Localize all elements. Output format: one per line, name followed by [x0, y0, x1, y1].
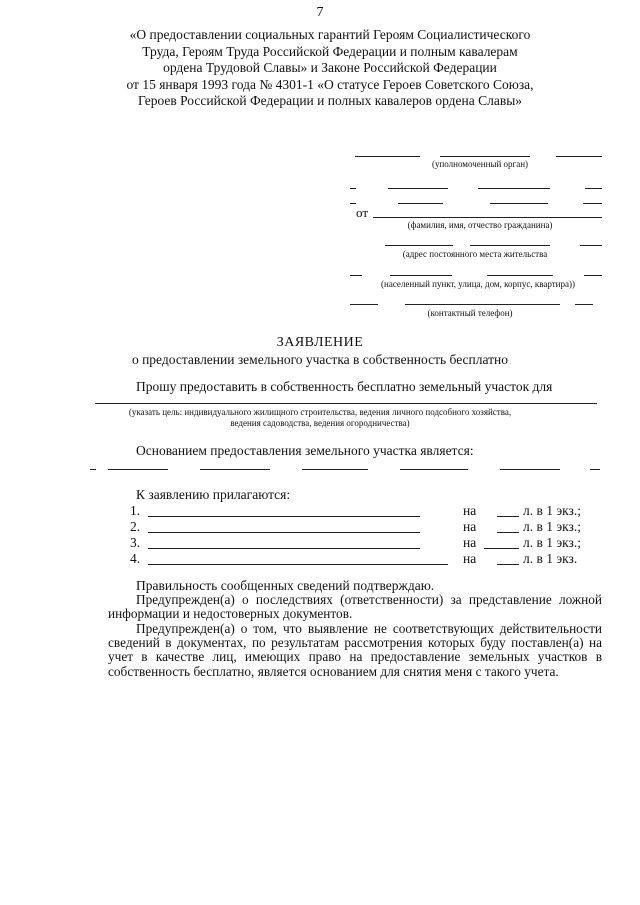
blank-line[interactable] — [585, 188, 602, 189]
purpose-caption: ведения садоводства, ведения огородничества) — [230, 418, 410, 428]
attachment-pages-line[interactable] — [497, 532, 519, 533]
attachment-on-label: на — [463, 519, 477, 534]
warning-2-text: Предупрежден(а) о том, что выявление не соответствующих действительности сведений в документах, по результатам рассмотрения которых буду поставлен(а) на учет в качестве лиц, имеющих право на предоставление земельных участков в собственность бесплатно, является основанием для снятия меня с такого учета. — [108, 621, 602, 679]
locality-field-line[interactable] — [584, 275, 602, 276]
header-line: Героев Российской Федерации и полных кавалеров ордена Славы» — [137, 93, 523, 108]
address-field-line[interactable] — [470, 245, 550, 246]
blank-line[interactable] — [388, 188, 448, 189]
authority-field-line[interactable] — [556, 156, 602, 157]
name-caption: (фамилия, имя, отчество гражданина) — [407, 220, 553, 230]
authority-caption: (уполномоченный орган) — [431, 159, 529, 169]
header-line: от 15 января 1993 года № 4301-1 «О статусе Героев Советского Союза, — [126, 76, 534, 92]
basis-field-line[interactable] — [200, 469, 270, 470]
blank-line[interactable] — [350, 203, 356, 204]
attachment-pages-line[interactable] — [497, 516, 519, 517]
locality-caption: (населенный пункт, улица, дом, корпус, квартира)) — [381, 279, 575, 289]
law-reference-header — [80, 27, 580, 110]
confirm-text: Правильность сообщенных сведений подтверждаю. — [136, 578, 435, 593]
basis-text: Основанием предоставления земельного участка является: — [136, 443, 474, 458]
blank-line[interactable] — [398, 203, 443, 204]
attachment-number: 3. — [130, 535, 141, 550]
attachment-suffix: л. в 1 экз. — [523, 551, 578, 566]
attachment-number: 1. — [130, 503, 141, 518]
attachment-on-label: на — [463, 551, 477, 566]
page-number: 7 — [316, 5, 324, 20]
blank-line[interactable] — [583, 203, 602, 204]
locality-field-line[interactable] — [350, 275, 362, 276]
blank-line[interactable] — [478, 188, 550, 189]
attachment-on-label: на — [463, 535, 477, 550]
basis-field-line[interactable] — [108, 469, 168, 470]
attachment-field-line[interactable] — [148, 548, 420, 549]
name-field-line[interactable] — [373, 217, 602, 218]
request-text: Прошу предоставить в собственность бесплатно земельный участок для — [136, 379, 553, 394]
warning-1-text: Предупрежден(а) о последствиях (ответственности) за представление ложной информации и недостоверных документов. — [108, 592, 602, 622]
phone-field-line[interactable] — [405, 304, 560, 305]
warning-paragraph-1 — [108, 593, 602, 621]
from-label: от — [356, 205, 369, 220]
header-line: ордена Трудовой Славы» и Законе Российской Федерации — [163, 60, 497, 75]
blank-line[interactable] — [490, 203, 548, 204]
basis-field-line[interactable] — [590, 469, 600, 470]
locality-field-line[interactable] — [390, 275, 452, 276]
address-field-line[interactable] — [580, 245, 602, 246]
header-line: Труда, Героям Труда Российской Федерации и полным кавалерам — [142, 43, 518, 59]
basis-field-line[interactable] — [90, 469, 96, 470]
purpose-caption: (указать цель: индивидуального жилищного строительства, ведения личного подсобного хозяйства, — [128, 407, 512, 417]
basis-field-line[interactable] — [400, 469, 468, 470]
purpose-field-line[interactable] — [95, 403, 597, 404]
attachment-number: 2. — [130, 519, 141, 534]
blank-line[interactable] — [350, 188, 356, 189]
attachments-title: К заявлению прилагаются: — [136, 487, 291, 502]
authority-field-line[interactable] — [355, 156, 420, 157]
attachment-pages-line[interactable] — [497, 564, 519, 565]
header-line: «О предоставлении социальных гарантий Героям Социалистического — [129, 27, 531, 42]
locality-field-line[interactable] — [487, 275, 553, 276]
authority-field-line[interactable] — [440, 156, 530, 157]
attachment-pages-line[interactable] — [484, 548, 519, 549]
attachment-field-line[interactable] — [148, 516, 420, 517]
attachment-field-line[interactable] — [148, 532, 420, 533]
attachment-on-label: на — [463, 503, 477, 518]
attachment-suffix: л. в 1 экз.; — [523, 535, 581, 550]
document-subtitle: о предоставлении земельного участка в собственность бесплатно — [131, 352, 509, 367]
basis-field-line[interactable] — [302, 469, 368, 470]
attachment-field-line[interactable] — [148, 564, 448, 565]
phone-caption: (контактный телефон) — [427, 308, 513, 318]
address-caption: (адрес постоянного места жительства — [402, 249, 548, 259]
document-title: ЗАЯВЛЕНИЕ — [276, 335, 364, 350]
address-field-line[interactable] — [385, 245, 453, 246]
phone-field-line[interactable] — [575, 304, 593, 305]
phone-field-line[interactable] — [350, 304, 378, 305]
basis-field-line[interactable] — [500, 469, 560, 470]
attachment-suffix: л. в 1 экз.; — [523, 519, 581, 534]
attachment-number: 4. — [130, 551, 141, 566]
attachment-suffix: л. в 1 экз.; — [523, 503, 581, 518]
warning-paragraph-2 — [108, 622, 602, 679]
